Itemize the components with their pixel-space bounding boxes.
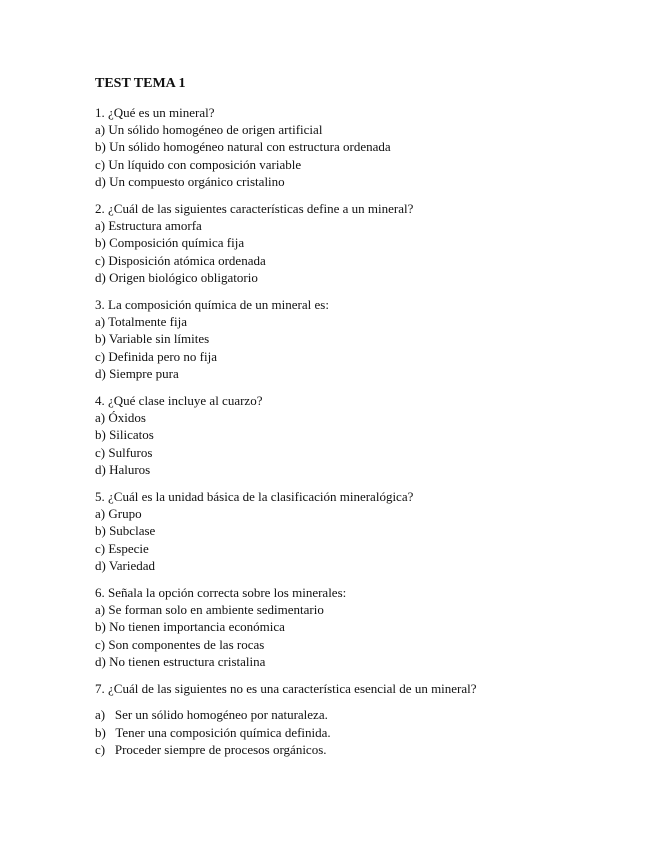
question-4	[95, 392, 595, 478]
question-text: 4. ¿Qué clase incluye al cuarzo?	[95, 393, 263, 409]
option-d: d) Haluros	[95, 461, 151, 477]
option-a: a) Se forman solo en ambiente sedimentario	[95, 602, 324, 618]
document-title: TEST TEMA 1	[95, 76, 186, 91]
question-text: 1. ¿Qué es un mineral?	[95, 105, 215, 120]
question-3	[95, 296, 595, 382]
option-c: c) Definida pero no fija	[95, 348, 218, 364]
option-d: d) Origen biológico obligatorio	[95, 269, 258, 285]
option-a: a) Grupo	[95, 506, 142, 522]
option-a: a) Totalmente fija	[95, 314, 187, 330]
question-2	[95, 200, 595, 286]
option-a: a) Óxidos	[95, 410, 146, 426]
question-7	[95, 680, 595, 758]
option-b: b) Variable sin límites	[95, 331, 210, 347]
option-c: c) Disposición atómica ordenada	[95, 252, 266, 268]
question-1	[95, 104, 595, 190]
option-c: c) Son componentes de las rocas	[95, 636, 265, 652]
option-c: c) Especie	[95, 540, 149, 556]
option-c: c) Un líquido con composición variable	[95, 156, 302, 172]
option-c: c) Proceder siempre de procesos orgánicos.	[95, 741, 327, 757]
question-text: 2. ¿Cuál de las siguientes características define a un mineral?	[95, 201, 414, 217]
option-d: d) Variedad	[95, 557, 156, 573]
option-d: d) No tienen estructura cristalina	[95, 653, 266, 669]
question-text: 7. ¿Cuál de las siguientes no es una característica esencial de un mineral?	[95, 681, 477, 697]
option-c: c) Sulfuros	[95, 444, 153, 460]
question-text: 6. Señala la opción correcta sobre los minerales:	[95, 585, 347, 601]
option-a: a) Estructura amorfa	[95, 218, 202, 234]
option-b: b) Composición química fija	[95, 235, 245, 251]
option-d: d) Siempre pura	[95, 365, 179, 381]
question-text: 3. La composición química de un mineral es:	[95, 297, 329, 313]
option-b: b) Tener una composición química definida.	[95, 724, 331, 740]
question-6	[95, 584, 595, 670]
option-a: a) Ser un sólido homogéneo por naturaleza.	[95, 707, 328, 723]
option-a: a) Un sólido homogéneo de origen artificial	[95, 122, 323, 138]
option-b: b) Subclase	[95, 523, 156, 539]
option-d: d) Un compuesto orgánico cristalino	[95, 173, 285, 189]
option-b: b) Silicatos	[95, 427, 154, 443]
option-b: b) Un sólido homogéneo natural con estructura ordenada	[95, 139, 391, 155]
question-5	[95, 488, 595, 574]
option-b: b) No tienen importancia económica	[95, 619, 285, 635]
question-text: 5. ¿Cuál es la unidad básica de la clasificación mineralógica?	[95, 489, 414, 505]
